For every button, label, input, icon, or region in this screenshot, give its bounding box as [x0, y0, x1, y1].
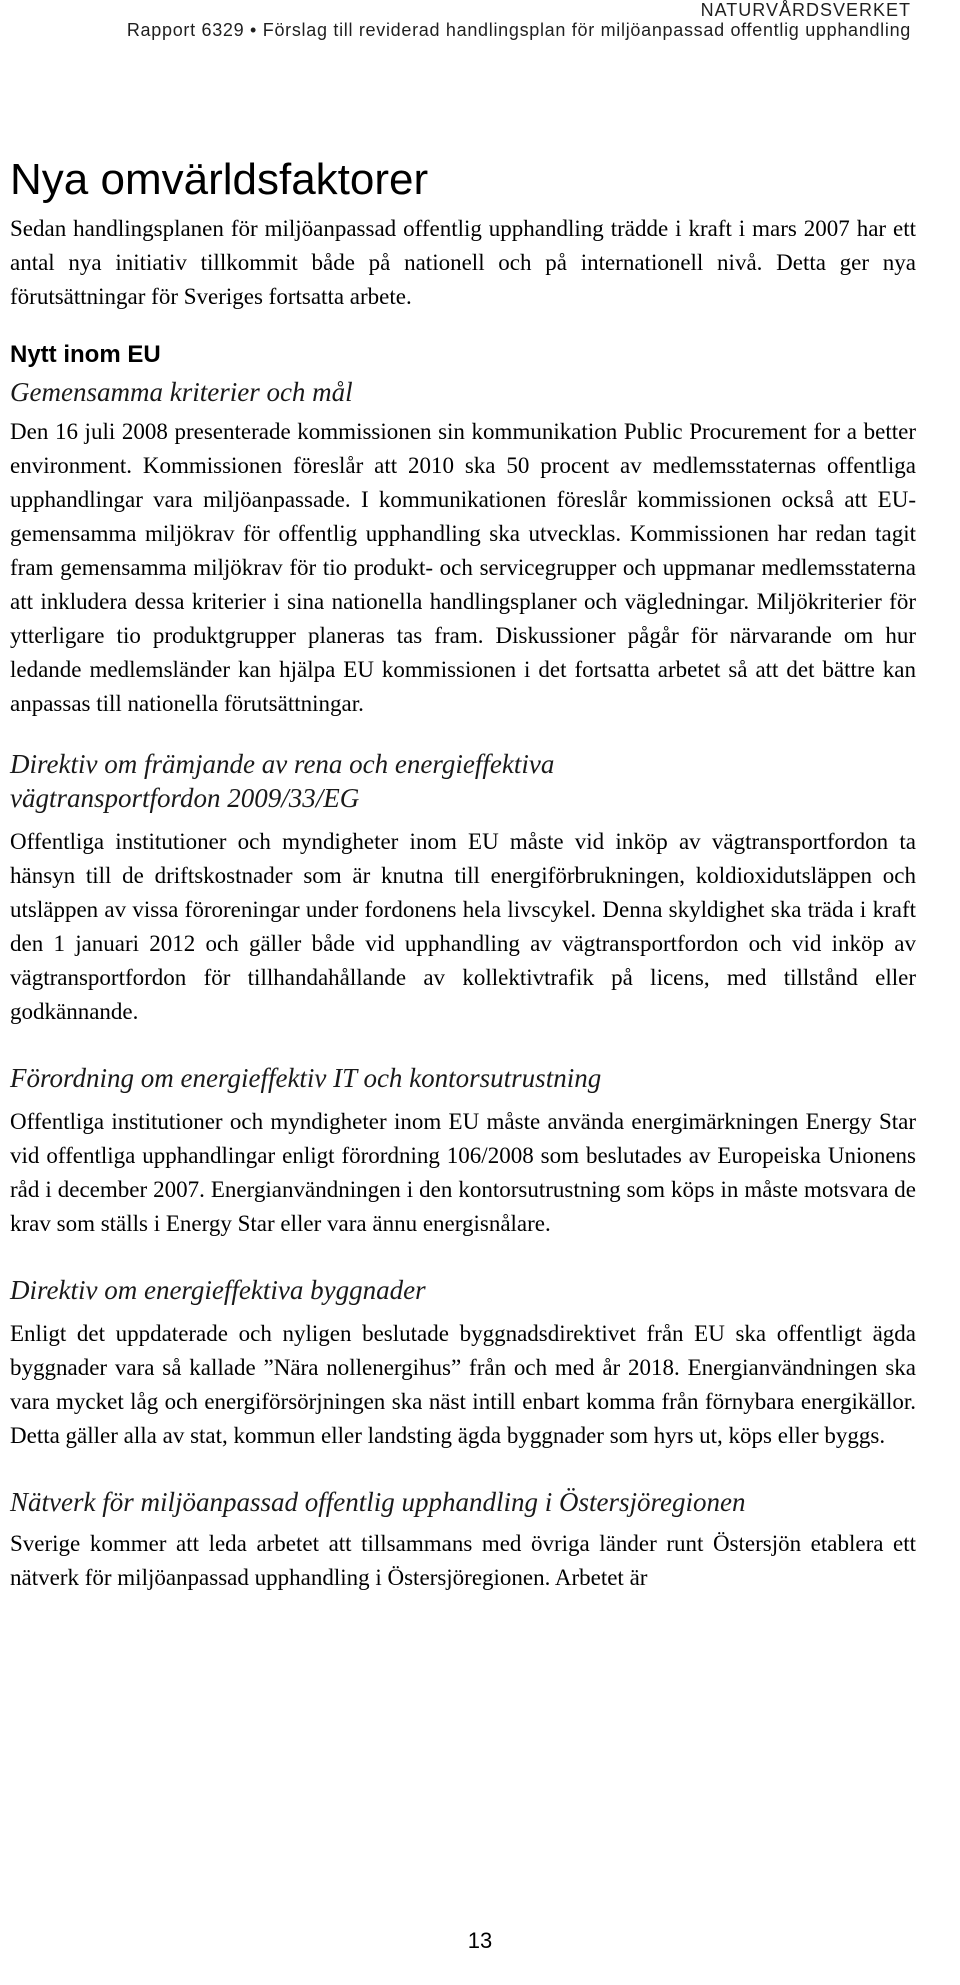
paragraph-common-criteria: Den 16 juli 2008 presenterade kommissionen sin kommunikation Public Procurement for a better environment. Kommissionen föreslår att 2010 ska 50 procent av medlemsstaternas offentliga upphandlingar vara miljöanpassade. I kommunikationen föreslår kommissionen också att EU-gemensamma miljökrav för offentlig upphandling ska utvecklas. Kommissionen har redan tagit fram gemensamma miljökrav för tio produkt- och servicegrupper och uppmanar medlemsstaterna att inkludera dessa kriterier i sina nationella handlingsplaner och vägledningar. Miljökriterier för ytterligare tio produktgrupper planeras tas fram. Diskussioner pågår för närvarande om hur ledande medlemsländer kan hjälpa EU kommissionen i det fortsatta arbetet så att det bättre kan anpassas till nationella förutsättningar. — [10, 419, 916, 716]
intro-paragraph: Sedan handlingsplanen för miljöanpassad offentlig upphandling trädde i kraft i mars 2007 har ett antal nya initiativ tillkommit både på nationell och på internationell nivå. Detta ger nya förutsättningar för Sveriges fortsatta arbete. — [10, 216, 916, 309]
subheading-common-criteria: Gemensamma kriterier och mål — [10, 377, 353, 407]
page-content — [10, 150, 916, 1595]
page-title: Nya omvärldsfaktorer — [10, 155, 429, 204]
header-organization: NATURVÅRDSVERKET — [700, 0, 911, 20]
subheading-buildings-directive: Direktiv om energieffektiva byggnader — [10, 1275, 426, 1305]
paragraph-it-regulation: Offentliga institutioner och myndigheter inom EU måste använda energimärkningen Energy Star vid offentliga upphandlingar enligt förordning 106/2008 som beslutades av Europeiska Unionens råd i december 2007. Energianvändningen i den kontorsutrustning som köps in måste motsvara de krav som ställs i Energy Star eller vara ännu energisnålare. — [10, 1109, 916, 1236]
subheading-vehicles-directive: Direktiv om främjande av rena och energieffektiva vägtransportfordon 2009/33/EG — [10, 749, 555, 813]
paragraph-baltic-network: Sverige kommer att leda arbetet att tillsammans med övriga länder runt Östersjön etablera ett nätverk för miljöanpassad upphandling i Östersjöregionen. Arbetet är — [10, 1531, 916, 1590]
paragraph-buildings-directive: Enligt det uppdaterade och nyligen beslutade byggnadsdirektivet från EU ska offentligt ägda byggnader vara så kallade ”Nära nollenergihus” från och med år 2018. Energianvändningen ska vara mycket låg och energiförsörjningen ska näst intill enbart komma från förnybara energikällor. Detta gäller alla av stat, kommun eller landsting ägda byggnader som hyrs ut, köps eller byggs. — [10, 1321, 916, 1448]
section-heading-eu: Nytt inom EU — [10, 341, 161, 368]
subheading-baltic-network: Nätverk för miljöanpassad offentlig upphandling i Östersjöregionen — [10, 1487, 746, 1517]
paragraph-vehicles-directive: Offentliga institutioner och myndigheter inom EU måste vid inköp av vägtransportfordon ta hänsyn till de driftskostnader som är knutna till energiförbrukningen, koldioxidutsläppen och utsläppen av vissa föroreningar under fordonens hela livscykel. Denna skyldighet ska träda i kraft den 1 januari 2012 och gäller både vid upphandling av vägtransportfordon och vid inköp av vägtransportfordon för tillhandahållande av kollektivtrafik på licens, med tillstånd eller godkännande. — [10, 829, 916, 1024]
subheading-it-regulation: Förordning om energieffektiv IT och kontorsutrustning — [10, 1063, 602, 1093]
page-number: 13 — [467, 1928, 493, 1953]
header-report-line: Rapport 6329 • Förslag till reviderad handlingsplan för miljöanpassad offentlig upphandling — [126, 20, 911, 40]
